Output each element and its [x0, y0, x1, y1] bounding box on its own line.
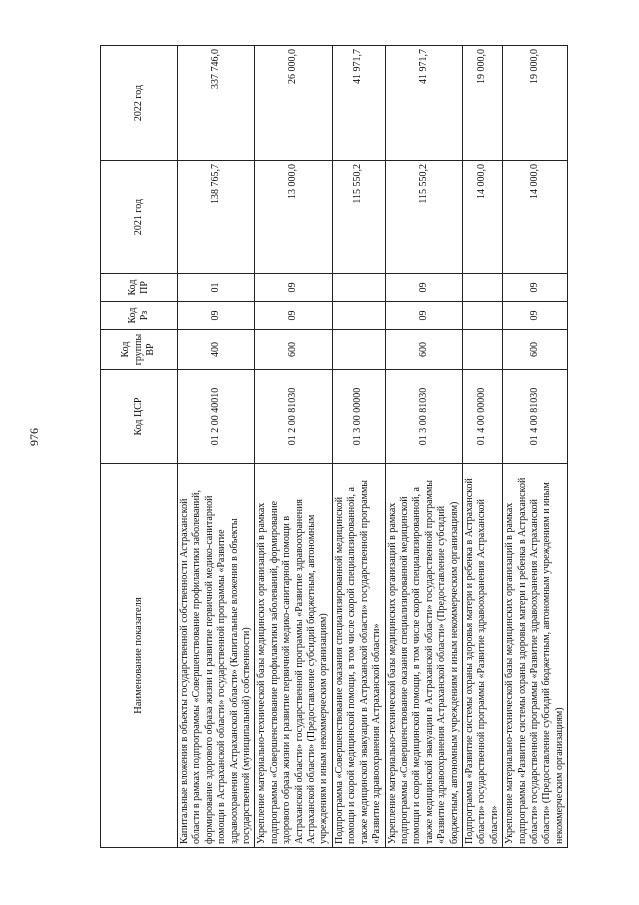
code-csr: 01 4 00 81030 — [503, 370, 568, 464]
code-csr: 01 4 00 00000 — [462, 370, 502, 464]
indicator-name: Подпрограмма «Совершенствование оказания специализированной медицинской помощи и скорой медицинской помощи, в том числе скорой специализированной, а также медицинской эвакуации в Астраханской области» государственной программы «Развитие здравоохранения Астраханской области» — [332, 464, 385, 848]
indicator-name: Капитальные вложения в объекты государственной собственности Астраханской области в рамках подпрограммы «Совершенствование профилактики заболеваний, формирование здорового образа жизни и развитие первичной медико-санитарной помощи в Астраханской области» государственной программы «Развитие здравоохранения Астраханской области» (Капитальные вложения в объекты государственной (муниципальной) собственности) — [178, 464, 255, 848]
column-header-rz: Код Рз — [101, 302, 178, 330]
code-pr — [332, 274, 385, 302]
code-rz — [332, 302, 385, 330]
amount-2022: 26 000,0 — [255, 46, 332, 161]
amount-2022: 19 000,0 — [503, 46, 568, 161]
amount-2022: 337 746,0 — [178, 46, 255, 161]
code-vr: 600 — [503, 330, 568, 370]
code-pr — [462, 274, 502, 302]
amount-2021: 13 000,0 — [255, 161, 332, 274]
table-row — [255, 46, 332, 848]
code-rz: 09 — [385, 302, 462, 330]
code-csr: 01 2 00 81030 — [255, 370, 332, 464]
column-header-csr: Код ЦСР — [101, 370, 178, 464]
code-csr: 01 3 00 81030 — [385, 370, 462, 464]
code-vr: 600 — [385, 330, 462, 370]
budget-table-container — [100, 46, 565, 848]
table-row — [178, 46, 255, 848]
column-header-vr: Код группы ВР — [101, 330, 178, 370]
code-vr: 600 — [255, 330, 332, 370]
table-row — [503, 46, 568, 848]
indicator-name: Укрепление материально-технической базы медицинских организаций в рамках подпрограммы «Развитие системы охраны здоровья матери и ребенка в Астраханской области» государственной программы «Развитие здравоохранения Астраханской области» (Предоставление субсидий бюджетным, автономным учреждениям и иным некоммерческим организациям) — [503, 464, 568, 848]
code-rz: 09 — [255, 302, 332, 330]
indicator-name: Укрепление материально-технической базы медицинских организаций в рамках подпрограммы «Совершенствование профилактики заболеваний, формирование здорового образа жизни и развитие первичной медико-санитарной помощи в Астраханской области» государственной программы «Развитие здравоохранения Астраханской области» (Предоставление субсидий бюджетным, автономным учреждениям и иным некоммерческим организациям) — [255, 464, 332, 848]
amount-2021: 14 000,0 — [462, 161, 502, 274]
code-pr: 09 — [503, 274, 568, 302]
table-header-row — [101, 46, 178, 848]
table-row — [332, 46, 385, 848]
column-header-name: Наименование показателя — [101, 464, 178, 848]
column-header-pr: Код ПР — [101, 274, 178, 302]
code-vr — [462, 330, 502, 370]
code-rz — [462, 302, 502, 330]
code-rz: 09 — [503, 302, 568, 330]
table-row — [462, 46, 502, 848]
code-pr: 01 — [178, 274, 255, 302]
code-rz: 09 — [178, 302, 255, 330]
column-header-2021: 2021 год — [101, 161, 178, 274]
code-csr: 01 2 00 40010 — [178, 370, 255, 464]
amount-2021: 138 765,7 — [178, 161, 255, 274]
amount-2022: 41 971,7 — [332, 46, 385, 161]
code-vr: 400 — [178, 330, 255, 370]
budget-table — [100, 45, 568, 848]
table-row — [385, 46, 462, 848]
code-vr — [332, 330, 385, 370]
indicator-name: Подпрограмма «Развитие системы охраны здоровья матери и ребенка в Астраханской области» государственной программы «Развитие здравоохранения Астраханской области» — [462, 464, 502, 848]
code-csr: 01 3 00 00000 — [332, 370, 385, 464]
amount-2021: 115 550,2 — [332, 161, 385, 274]
column-header-2022: 2022 год — [101, 46, 178, 161]
amount-2022: 19 000,0 — [462, 46, 502, 161]
page-number: 976 — [27, 428, 41, 446]
amount-2021: 14 000,0 — [503, 161, 568, 274]
code-pr: 09 — [255, 274, 332, 302]
amount-2021: 115 550,2 — [385, 161, 462, 274]
code-pr: 09 — [385, 274, 462, 302]
amount-2022: 41 971,7 — [385, 46, 462, 161]
indicator-name: Укрепление материально-технической базы медицинских организаций в рамках подпрограммы «Совершенствование оказания специализированной медицинской помощи и скорой медицинской помощи, в том числе скорой специализированной, а также медицинской эвакуации в Астраханской области» государственной программы «Развитие здравоохранения Астраханской области» (Предоставление субсидий бюджетным, автономным учреждениям и иным некоммерческим организациям) — [385, 464, 462, 848]
